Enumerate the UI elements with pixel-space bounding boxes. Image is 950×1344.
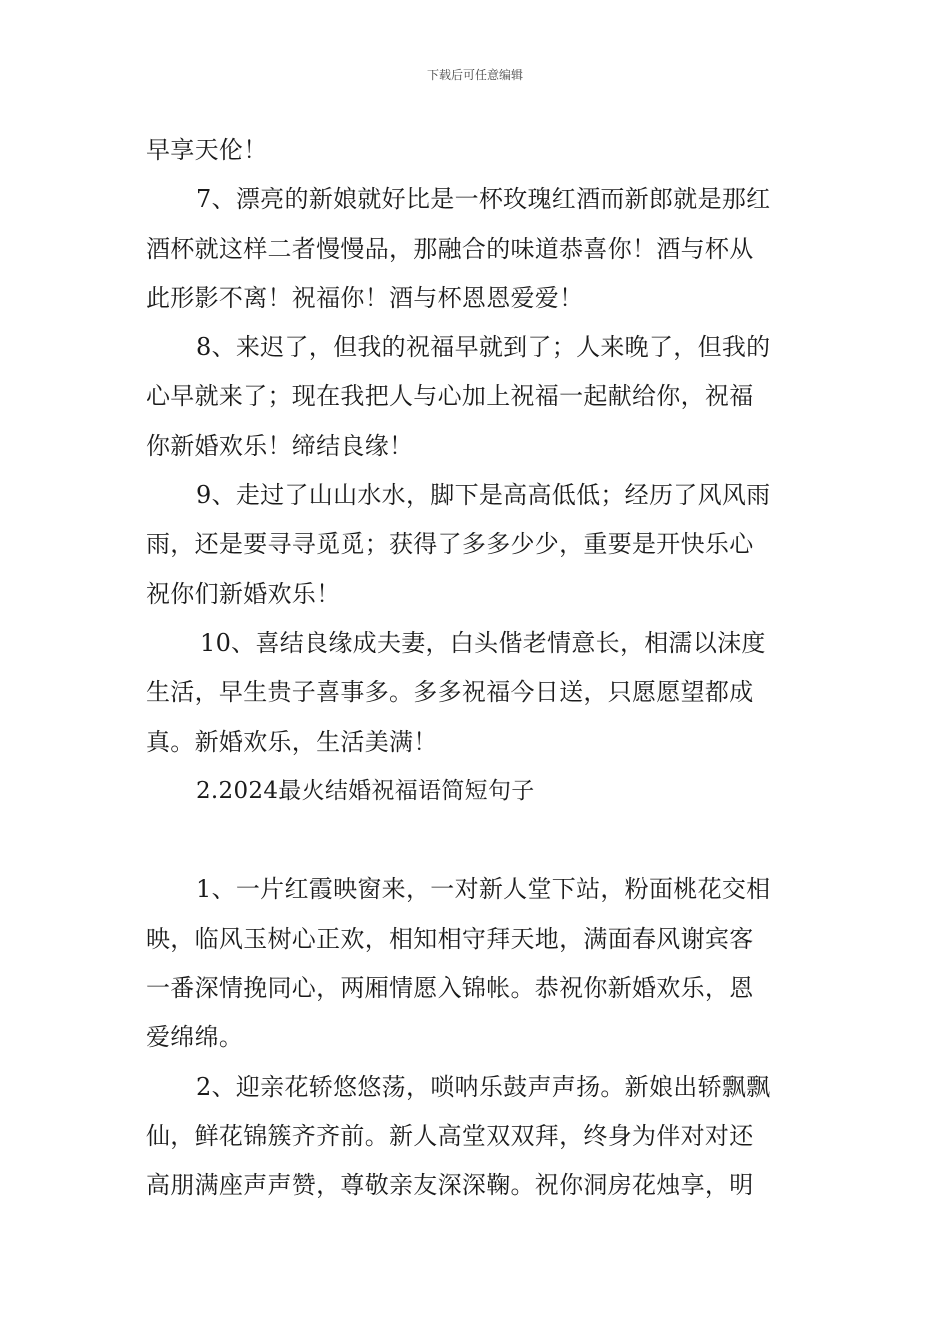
text-line: 高朋满座声声赞，尊敬亲友深深鞠。祝你洞房花烛享，明	[146, 1171, 754, 1200]
text-line: 真。新婚欢乐，生活美满！	[146, 727, 438, 756]
text-line: 心早就来了；现在我把人与心加上祝福一起献给你，祝福	[146, 382, 754, 411]
text-line: 爱绵绵。	[146, 1023, 244, 1052]
text-line: 早享天伦！	[146, 136, 268, 164]
text-line: 一番深情挽同心，两厢情愿入锦帐。恭祝你新婚欢乐，恩	[146, 974, 754, 1003]
text-line: 你新婚欢乐！缔结良缘！	[146, 431, 414, 460]
paragraph-8-start: 8、来迟了，但我的祝福早就到了；人来晚了，但我的	[196, 333, 771, 362]
paragraph-10-start: 10、喜结良缘成夫妻，白头偕老情意长，相濡以沫度	[200, 628, 766, 657]
section-2-paragraph-1-start: 1、一片红霞映窗来，一对新人堂下站，粉面桃花交相	[196, 875, 771, 904]
text-line: 雨，还是要寻寻觅觅；获得了多多少少，重要是开快乐心	[146, 530, 754, 559]
blank-line	[146, 816, 806, 865]
section-heading: 2.2024最火结婚祝福语简短句子	[196, 777, 535, 804]
paragraph-7-start: 7、漂亮的新娘就好比是一杯玫瑰红酒而新郎就是那红	[196, 185, 771, 214]
page-header: 下载后可任意编辑	[426, 68, 523, 82]
text-line: 酒杯就这样二者慢慢品，那融合的味道恭喜你！酒与杯从	[146, 234, 754, 263]
paragraph-9-start: 9、走过了山山水水，脚下是高高低低；经历了风风雨	[196, 481, 771, 510]
text-line: 生活，早生贵子喜事多。多多祝福今日送，只愿愿望都成	[146, 678, 754, 707]
section-2-paragraph-2-start: 2、迎亲花轿悠悠荡，唢呐乐鼓声声扬。新娘出轿飘飘	[196, 1072, 771, 1101]
document-body	[146, 126, 806, 1211]
text-line: 此形影不离！祝福你！酒与杯恩恩爱爱！	[146, 283, 584, 312]
text-line: 仙，鲜花锦簇齐齐前。新人高堂双双拜，终身为伴对对还	[146, 1121, 754, 1150]
text-line: 映，临风玉树心正欢，相知相守拜天地，满面春风谢宾客	[146, 924, 754, 953]
text-line: 祝你们新婚欢乐！	[146, 579, 341, 608]
